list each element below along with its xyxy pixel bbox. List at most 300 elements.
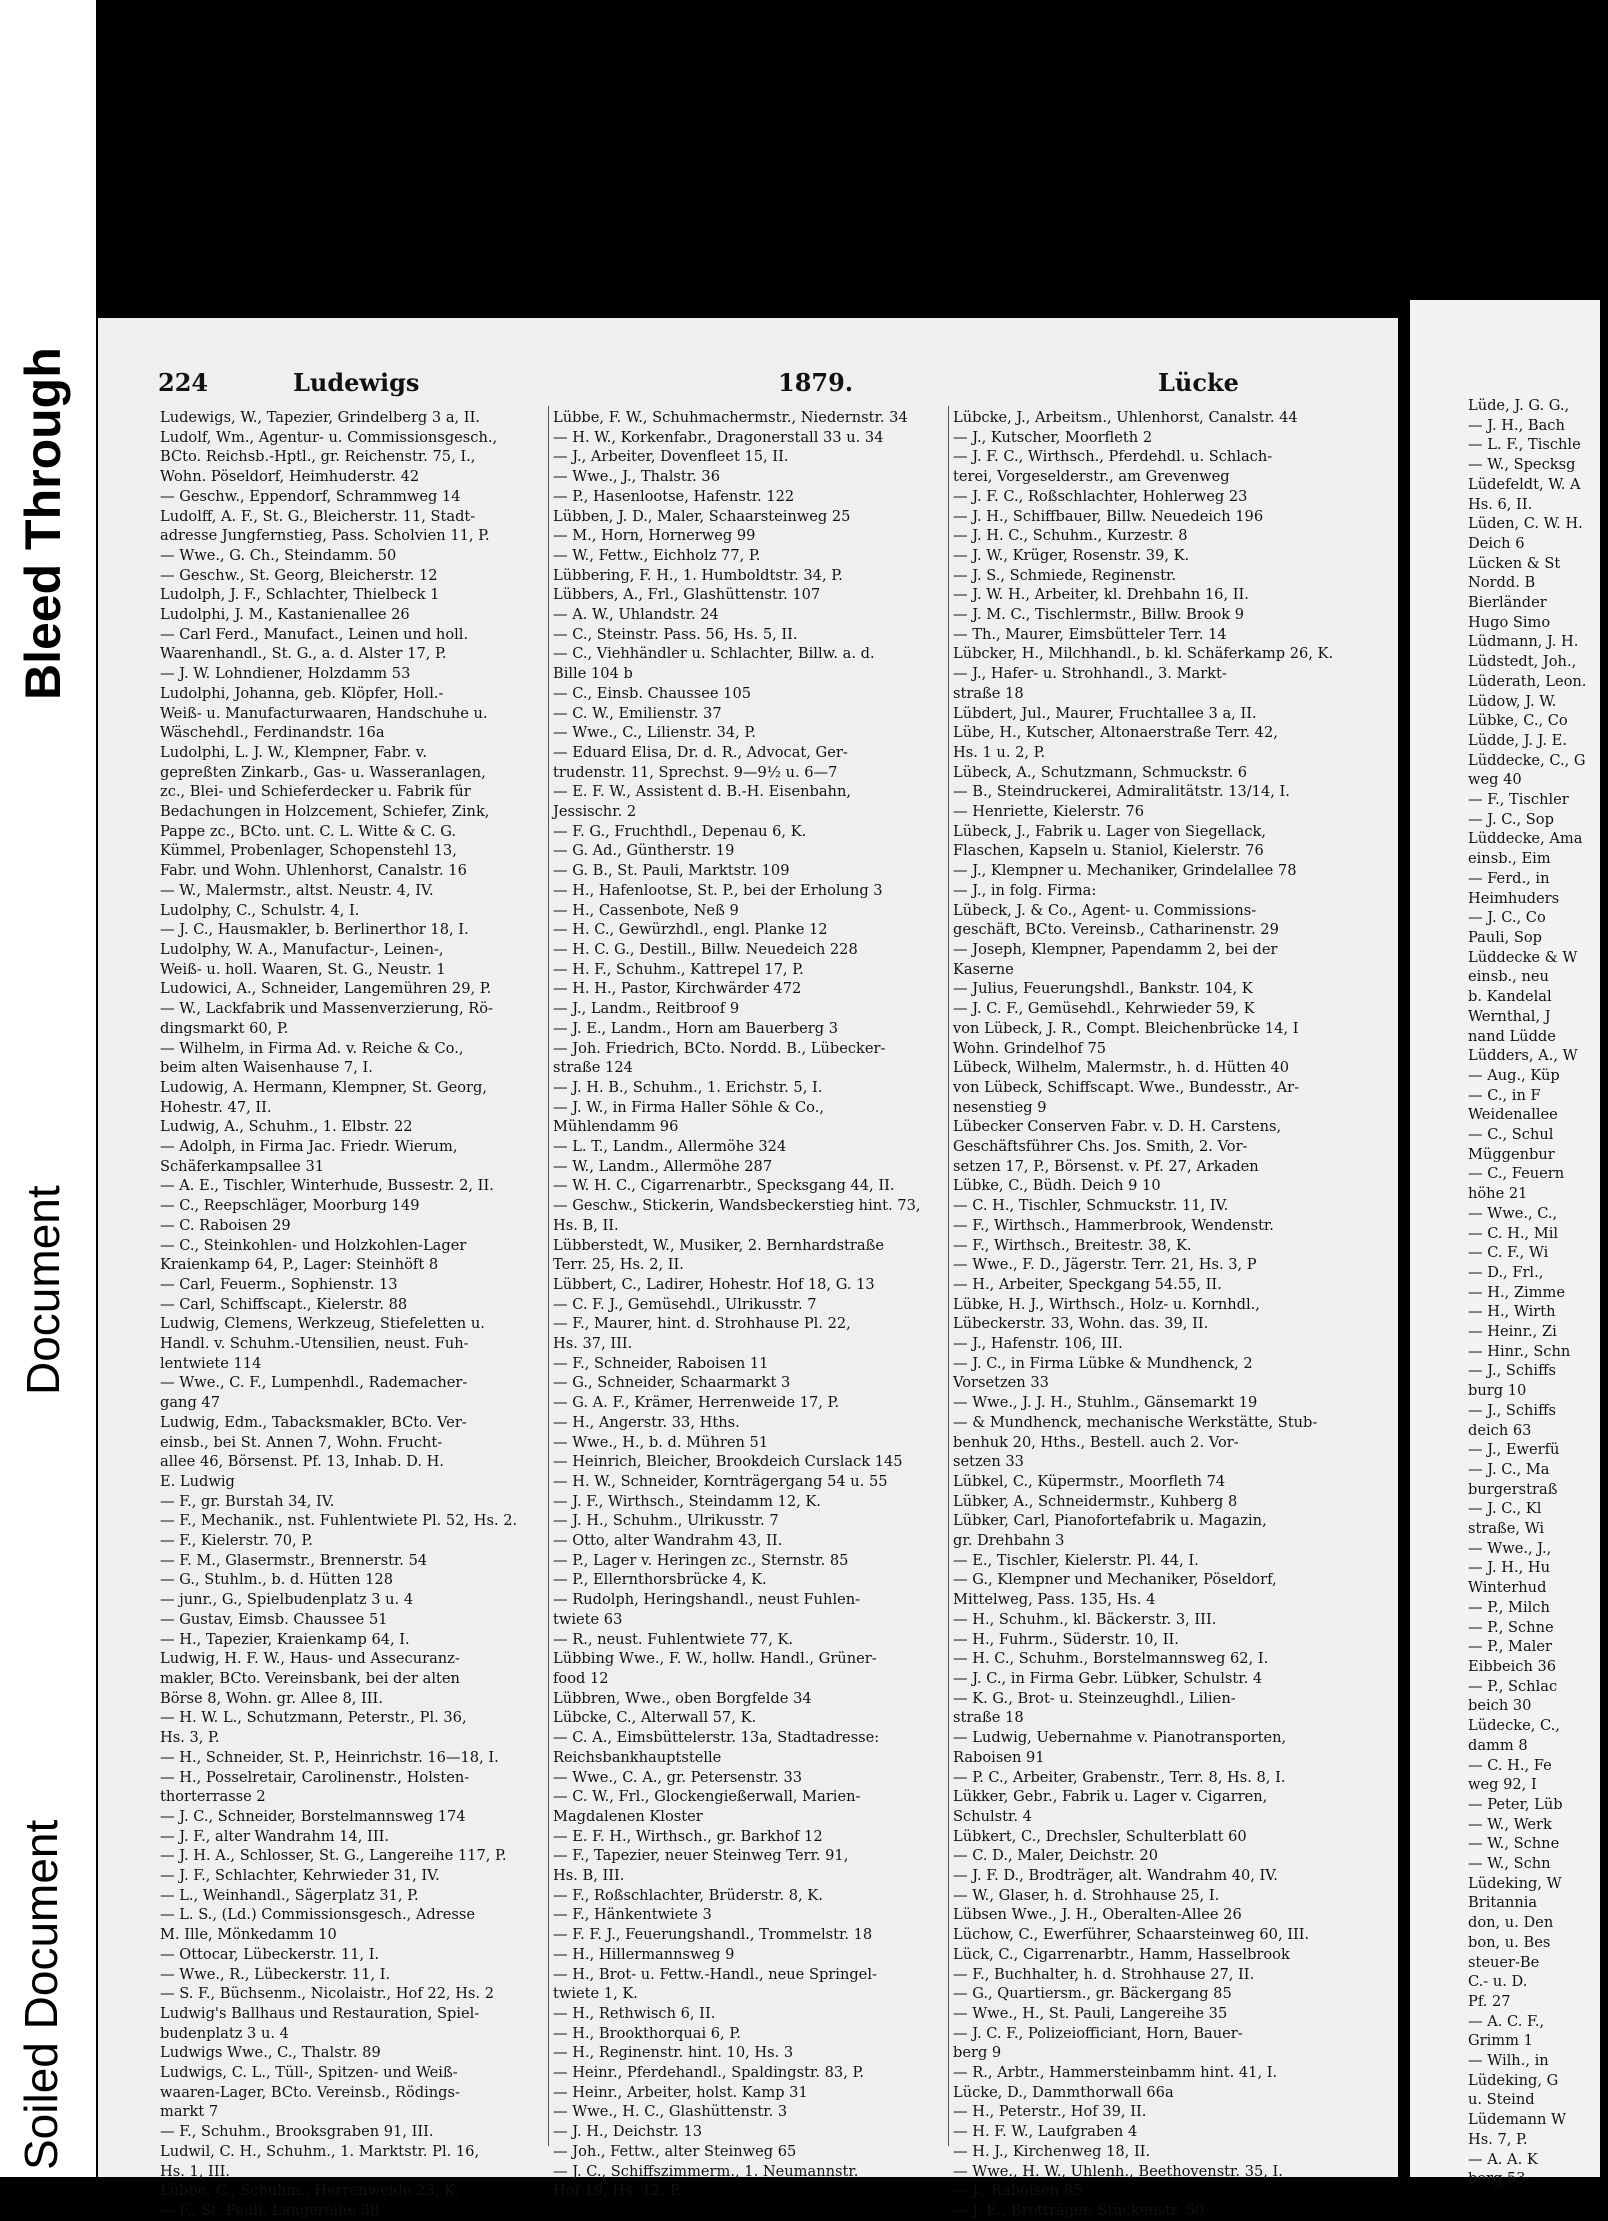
directory-entry-line: — S. F., Büchsenm., Nicolaistr., Hof 22, Hs. 2	[160, 1985, 494, 2003]
directory-entry-line: Wernthal, J	[1468, 1007, 1551, 1025]
directory-entry-line: — D., Frl.,	[1468, 1263, 1544, 1281]
directory-entry-line: — Wwe., R., Lübeckerstr. 11, I.	[160, 1965, 391, 1983]
directory-entry-line: — C. F. J., Gemüsehdl., Ulrikusstr. 7	[553, 1295, 817, 1313]
directory-entry-line: — J. C., Ma	[1468, 1460, 1550, 1478]
directory-entry-line: Lübke, H. J., Wirthsch., Holz- u. Kornhdl.,	[953, 1295, 1260, 1313]
directory-entry-line: — J., Hafer- u. Strohhandl., 3. Markt-	[953, 665, 1227, 683]
directory-entry-line: steuer-Be	[1468, 1953, 1540, 1971]
directory-entry-line: Mittelweg, Pass. 135, Hs. 4	[953, 1591, 1156, 1609]
directory-entry-line: — J., in folg. Firma:	[953, 881, 1097, 899]
directory-entry-line: — H. J., Kirchenweg 18, II.	[953, 2142, 1151, 2160]
directory-entry-line: Ludowig, A. Hermann, Klempner, St. Georg,	[160, 1078, 488, 1096]
directory-entry-line: Ludwig, H. F. W., Haus- und Assecuranz-	[160, 1650, 460, 1668]
directory-entry-line: — H., Zimme	[1468, 1283, 1565, 1301]
directory-entry-line: — Wwe., H., St. Pauli, Langereihe 35	[953, 2004, 1228, 2022]
directory-entry-line: — C. H., Fe	[1468, 1756, 1552, 1774]
directory-entry-line: Jessischr. 2	[553, 803, 637, 821]
directory-entry-line: — J. M. C., Tischlermstr., Billw. Brook 9	[953, 606, 1245, 624]
directory-entry-line: Ludwigs, C. L., Tüll-, Spitzen- und Weiß-	[160, 2064, 458, 2082]
directory-entry-line: deich 63	[1468, 1421, 1532, 1439]
directory-entry-line: Britannia	[1468, 1894, 1538, 1912]
directory-entry-line: — Wwe., G. Ch., Steindamm. 50	[160, 546, 397, 564]
directory-entry-line: markt 7	[160, 2103, 219, 2121]
directory-entry-line: straße 18	[953, 684, 1024, 702]
directory-entry-line: Lübbert, C., Ladirer, Hohestr. Hof 18, G. 13	[553, 1275, 875, 1293]
directory-entry-line: Hohestr. 47, II.	[160, 1098, 272, 1116]
directory-entry-line: Ludolphy, W. A., Manufactur-, Leinen-,	[160, 940, 444, 958]
directory-entry-line: — Wilh., in	[1468, 2052, 1549, 2070]
directory-entry-line: — H., Schneider, St. P., Heinrichstr. 16—18, I.	[160, 1748, 499, 1766]
directory-entry-line: — Ferd., in	[1468, 869, 1550, 887]
directory-entry-line: — J., Schiffs	[1468, 1362, 1556, 1380]
directory-entry-line: — Joh., Fettw., alter Steinweg 65	[553, 2142, 797, 2160]
directory-entry-line: — J., Ewerfü	[1468, 1441, 1560, 1459]
directory-entry-line: — M., Horn, Hornerweg 99	[553, 527, 756, 545]
directory-entry-line: — J. C. F., Gemüsehdl., Kehrwieder 59, K	[953, 1000, 1255, 1018]
directory-entry-line: — F., St. Pauli, Langereihe 38	[160, 2201, 380, 2219]
entries-column-1	[160, 408, 540, 2221]
directory-entry-line: — H., Fuhrm., Süderstr. 10, II.	[953, 1630, 1179, 1648]
directory-entry-line: — Geschw., St. Georg, Bleicherstr. 12	[160, 566, 438, 584]
directory-entry-line: Hs. 37, III.	[553, 1335, 633, 1353]
directory-entry-line: — W., Glaser, h. d. Strohhause 25, I.	[953, 1886, 1220, 1904]
directory-entry-line: — C. W., Frl., Glockengießerwall, Marien-	[553, 1788, 861, 1806]
directory-entry-line: — Rudolph, Heringshandl., neust Fuhlen-	[553, 1591, 861, 1609]
directory-entry-line: — C., Viehhändler u. Schlachter, Billw. a. d.	[553, 645, 875, 663]
directory-entry-line: Hof 19, Hs. 12, P.	[553, 2182, 682, 2200]
directory-entry-line: terei, Vorgeselderstr., am Grevenweg	[953, 468, 1230, 486]
directory-entry-line: Hs. 6, II.	[1468, 495, 1533, 513]
directory-entry-line: — J. H., Bach	[1468, 416, 1565, 434]
directory-entry-line: — C., in F	[1468, 1086, 1541, 1104]
directory-entry-line: — H., Tapezier, Kraienkamp 64, I.	[160, 1630, 410, 1648]
directory-entry-line: von Lübeck, Schiffscapt. Wwe., Bundesstr., Ar-	[953, 1078, 1300, 1096]
directory-entry-line: Lüddecke, Ama	[1468, 830, 1583, 848]
directory-entry-line: Lüdecke, C.,	[1468, 1717, 1560, 1735]
adjacent-page-fragment	[1410, 300, 1600, 2188]
directory-entry-line: — Wwe., J., Thalstr. 36	[553, 468, 720, 486]
directory-entry-line: Wohn. Pöseldorf, Heimhuderstr. 42	[160, 468, 420, 486]
directory-entry-line: — C. D., Maler, Deichstr. 20	[953, 1847, 1159, 1865]
directory-entry-line: — J., Klempner u. Mechaniker, Grindelallee 78	[953, 862, 1297, 880]
directory-entry-line: Lüdmann, J. H.	[1468, 633, 1579, 651]
directory-entry-line: — H., Reginenstr. hint. 10, Hs. 3	[553, 2044, 794, 2062]
right-running-title: Lücke	[1158, 368, 1239, 397]
directory-entry-line: beim alten Waisenhause 7, I.	[160, 1059, 373, 1077]
directory-entry-line: Wäschehdl., Ferdinandstr. 16a	[160, 724, 385, 742]
directory-entry-line: Lüdeking, G	[1468, 2071, 1559, 2089]
directory-entry-line: — J., Schiffs	[1468, 1401, 1556, 1419]
directory-entry-line: — G., Schneider, Schaarmarkt 3	[553, 1374, 791, 1392]
directory-entry-line: — H., Brot- u. Fettw.-Handl., neue Springel-	[553, 1965, 877, 1983]
directory-entry-line: — J. S., Schmiede, Reginenstr.	[953, 566, 1177, 584]
directory-entry-line: Lübcke, C., Alterwall 57, K.	[553, 1709, 757, 1727]
directory-entry-line: — J. W., Krüger, Rosenstr. 39, K.	[953, 546, 1190, 564]
directory-entry-line: — H., Cassenbote, Neß 9	[553, 901, 739, 919]
directory-entry-line: Deich 6	[1468, 534, 1525, 552]
directory-entry-line: — J. H., Schuhm., Ulrikusstr. 7	[553, 1512, 779, 1530]
directory-entry-line: — Wwe., C., Lilienstr. 34, P.	[553, 724, 756, 742]
directory-entry-line: Bille 104 b	[553, 665, 633, 683]
directory-entry-line: Lübcke, J., Arbeitsm., Uhlenhorst, Canalstr. 44	[953, 409, 1298, 426]
directory-entry-line: Wohn. Grindelhof 75	[953, 1039, 1107, 1057]
directory-entry-line: — C. H., Mil	[1468, 1224, 1559, 1242]
directory-entry-line: — F., Schneider, Raboisen 11	[553, 1354, 769, 1372]
directory-entry-line: — F. M., Glasermstr., Brennerstr. 54	[160, 1551, 428, 1569]
directory-entry-line: Lübke, C., Co	[1468, 712, 1568, 730]
column-divider	[948, 406, 949, 2146]
directory-entry-line: Ludwig, Clemens, Werkzeug, Stiefeletten u.	[160, 1315, 485, 1333]
sidebar-panel	[0, 0, 96, 2177]
directory-entry-line: Ludolf, Wm., Agentur- u. Commissionsgesch.,	[160, 428, 498, 446]
document-label: Document	[17, 1185, 69, 1395]
directory-entry-line: don, u. Den	[1468, 1914, 1554, 1932]
directory-entry-line: — Wwe., H. W., Uhlenh., Beethovenstr. 35, I.	[953, 2162, 1283, 2180]
directory-entry-line: — L. F., Tischle	[1468, 436, 1581, 454]
directory-entry-line: — E. F. H., Wirthsch., gr. Barkhof 12	[553, 1827, 823, 1845]
directory-entry-line: — H. C. G., Destill., Billw. Neuedeich 228	[553, 940, 858, 958]
directory-entry-line: — F., Mechanik., nst. Fuhlentwiete Pl. 52, Hs. 2.	[160, 1512, 518, 1530]
directory-entry-line: — C. H., Tischler, Schmuckstr. 11, IV.	[953, 1197, 1229, 1215]
directory-entry-line: Lüdstedt, Joh.,	[1468, 653, 1577, 671]
directory-entry-line: weg 92, I	[1468, 1776, 1537, 1794]
directory-entry-line: — J., Landm., Reitbroof 9	[553, 1000, 740, 1018]
directory-entry-line: Lübsen Wwe., J. H., Oberalten-Allee 26	[953, 1906, 1242, 1924]
left-running-title: Ludewigs	[293, 368, 420, 397]
directory-entry-line: — H., Schuhm., kl. Bäckerstr. 3, III.	[953, 1610, 1217, 1628]
directory-entry-line: — Peter, Lüb	[1468, 1795, 1563, 1813]
directory-entry-line: — P., Schne	[1468, 1618, 1554, 1636]
directory-entry-line: — C. F., Wi	[1468, 1244, 1549, 1262]
directory-entry-line: — H., Rethwisch 6, II.	[553, 2004, 716, 2022]
directory-entry-line: berg 53,	[1468, 2170, 1531, 2188]
directory-entry-line: — A. C. F.,	[1468, 2012, 1545, 2030]
directory-entry-line: Ludolphi, J. M., Kastanienallee 26	[160, 606, 410, 624]
directory-entry-line: b. Kandelal	[1468, 988, 1552, 1006]
directory-entry-line: gepreßten Zinkarb., Gas- u. Wasseranlagen,	[160, 763, 486, 781]
directory-entry-line: twiete 63	[553, 1610, 623, 1628]
directory-entry-line: — Wwe., H., b. d. Mühren 51	[553, 1433, 769, 1451]
directory-entry-line: — F., Wirthsch., Breitestr. 38, K.	[953, 1236, 1192, 1254]
directory-entry-line: — J. W., in Firma Haller Söhle & Co.,	[553, 1098, 824, 1116]
directory-entry-line: BCto. Reichsb.-Hptl., gr. Reichenstr. 75, I.,	[160, 448, 476, 466]
directory-entry-line: — A. W., Uhlandstr. 24	[553, 606, 719, 624]
directory-entry-line: Lübkert, C., Drechsler, Schulterblatt 60	[953, 1827, 1247, 1845]
directory-entry-line: Flaschen, Kapseln u. Staniol, Kielerstr. 76	[953, 842, 1264, 860]
directory-entry-line: — H., Hillermannsweg 9	[553, 1945, 735, 1963]
directory-entry-line: — L., Weinhandl., Sägerplatz 31, P.	[160, 1886, 419, 1904]
directory-entry-line: — F., Kielerstr. 70, P.	[160, 1532, 313, 1550]
directory-entry-line: food 12	[553, 1670, 609, 1687]
directory-entry-line: — A. E., Tischler, Winterhude, Bussestr. 2, II.	[160, 1177, 494, 1195]
directory-entry-line: Handl. v. Schuhm.-Utensilien, neust. Fuh-	[160, 1335, 469, 1353]
directory-entry-line: u. Steind	[1468, 2091, 1535, 2109]
directory-entry-line: — Carl Ferd., Manufact., Leinen und holl.	[160, 625, 469, 643]
directory-entry-line: Lübecker Conserven Fabr. v. D. H. Carstens,	[953, 1118, 1282, 1136]
directory-entry-line: — Hinr., Schn	[1468, 1342, 1571, 1360]
directory-entry-line: Ludwig, A., Schuhm., 1. Elbstr. 22	[160, 1118, 413, 1136]
directory-entry-line: — H. F. W., Laufgraben 4	[953, 2123, 1138, 2141]
directory-entry-line: — Ludwig, Uebernahme v. Pianotransporten,	[953, 1729, 1287, 1747]
directory-entry-line: Mühlendamm 96	[553, 1118, 679, 1136]
directory-entry-line: burgerstraß	[1468, 1480, 1558, 1498]
directory-entry-line: — J. E., Brotträger, Stückenstr. 50	[953, 2201, 1205, 2219]
directory-entry-line: — F., Tapezier, neuer Steinweg Terr. 91,	[553, 1847, 849, 1865]
directory-entry-line: — H., Posselretair, Carolinenstr., Holsten-	[160, 1768, 470, 1786]
directory-entry-line: — Geschw., Eppendorf, Schrammweg 14	[160, 487, 461, 505]
directory-entry-line: — J. F. D., Brodträger, alt. Wandrahm 40, IV.	[953, 1867, 1278, 1885]
directory-entry-line: — K. G., Brot- u. Steinzeughdl., Lilien-	[953, 1689, 1236, 1707]
directory-entry-line: Hs. 7, P.	[1468, 2130, 1528, 2148]
directory-entry-line: — J. F., Schlachter, Kehrwieder 31, IV.	[160, 1867, 440, 1885]
directory-entry-line: — R., Arbtr., Hammersteinbamm hint. 41, I.	[953, 2064, 1278, 2082]
directory-entry-line: — J. C. F., Polizeiofficiant, Horn, Bauer-	[953, 2024, 1243, 2042]
directory-entry-line: Kümmel, Probenlager, Schopenstehl 13,	[160, 842, 457, 860]
directory-entry-line: trudenstr. 11, Sprechst. 9—9½ u. 6—7	[553, 763, 838, 781]
directory-entry-line: — F. G., Fruchthdl., Depenau 6, K.	[553, 822, 807, 840]
directory-entry-line: — H., Wirth	[1468, 1303, 1556, 1321]
directory-entry-line: Lücken & St	[1468, 554, 1561, 572]
directory-entry-line: Lüdde, J. J. E.	[1468, 731, 1567, 749]
directory-entry-line: — W., Werk	[1468, 1815, 1552, 1833]
directory-entry-line: Pauli, Sop	[1468, 928, 1543, 946]
directory-entry-line: damm 8	[1468, 1736, 1528, 1754]
directory-entry-line: Lüchow, C., Ewerführer, Schaarsteinweg 60, III.	[953, 1926, 1310, 1944]
column-divider	[548, 406, 549, 2146]
directory-entry-line: Hs. 3, P.	[160, 1729, 220, 1747]
directory-entry-line: Lübbe, C., Schuhm., Herrenweide 23, K.	[160, 2182, 460, 2200]
directory-page	[98, 318, 1398, 2219]
directory-entry-line: — G., Quartiersm., gr. Bäckergang 85	[953, 1985, 1232, 2003]
directory-entry-line: Waarenhandl., St. G., a. d. Alster 17, P.	[160, 645, 447, 663]
directory-entry-line: — Wwe., F. D., Jägerstr. Terr. 21, Hs. 3, P	[953, 1256, 1257, 1274]
directory-entry-line: Ludolph, J. F., Schlachter, Thielbeck 1	[160, 586, 440, 604]
directory-entry-line: — E., Tischler, Kielerstr. Pl. 44, I.	[953, 1551, 1199, 1569]
directory-entry-line: — J. H. B., Schuhm., 1. Erichstr. 5, I.	[553, 1078, 823, 1096]
directory-entry-line: Raboisen 91	[953, 1748, 1045, 1766]
directory-entry-line: Ludwig's Ballhaus und Restauration, Spiel-	[160, 2004, 480, 2022]
directory-entry-line: — W., Lackfabrik und Massenverzierung, Rö-	[160, 1000, 493, 1018]
directory-entry-line: Lüdow, J. W.	[1468, 692, 1557, 710]
directory-entry-line: — J. C., Schneider, Borstelmannsweg 174	[160, 1807, 466, 1825]
directory-entry-line: — Th., Maurer, Eimsbütteler Terr. 14	[953, 625, 1227, 643]
directory-entry-line: Ludwil, C. H., Schuhm., 1. Marktstr. Pl. 16,	[160, 2142, 480, 2160]
directory-entry-line: Lüdeking, W	[1468, 1874, 1562, 1892]
directory-entry-line: Geschäftsführer Chs. Jos. Smith, 2. Vor-	[953, 1138, 1248, 1156]
directory-entry-line: allee 46, Börsenst. Pf. 13, Inhab. D. H.	[160, 1453, 444, 1471]
directory-entry-line: Magdalenen Kloster	[553, 1807, 703, 1825]
directory-entry-line: — G., Stuhlm., b. d. Hütten 128	[160, 1571, 393, 1589]
directory-entry-line: Lübbing Wwe., F. W., hollw. Handl., Grüner-	[553, 1650, 877, 1668]
directory-entry-line: Kaserne	[953, 960, 1014, 978]
directory-entry-line: — W. H. C., Cigarrenarbtr., Specksgang 44, II.	[553, 1177, 895, 1195]
directory-entry-line: — J. H., Hu	[1468, 1559, 1550, 1577]
directory-entry-line: — Wilhelm, in Firma Ad. v. Reiche & Co.,	[160, 1039, 464, 1057]
directory-entry-line: — G. A. F., Krämer, Herrenweide 17, P.	[553, 1394, 840, 1412]
directory-entry-line: Ludolff, A. F., St. G., Bleicherstr. 11, Stadt-	[160, 507, 476, 525]
directory-entry-line: — Carl, Schiffscapt., Kielerstr. 88	[160, 1295, 408, 1313]
directory-entry-line: Lüden, C. W. H.	[1468, 515, 1583, 533]
directory-entry-line: — F., gr. Burstah 34, IV.	[160, 1492, 335, 1510]
directory-entry-line: Lüdders, A., W	[1468, 1047, 1578, 1065]
directory-entry-line: — A. A. K	[1468, 2150, 1538, 2168]
directory-entry-line: Hugo Simo	[1468, 613, 1551, 631]
directory-entry-line: — H. W. L., Schutzmann, Peterstr., Pl. 36,	[160, 1709, 467, 1727]
directory-entry-line: — Julius, Feuerungshdl., Bankstr. 104, K	[953, 980, 1253, 998]
directory-entry-line: twiete 1, K.	[553, 1985, 638, 2003]
directory-entry-line: Grimm 1	[1468, 2032, 1533, 2050]
directory-entry-line: Lübeck, Wilhelm, Malermstr., h. d. Hütten 40	[953, 1059, 1290, 1077]
directory-entry-line: — P., Lager v. Heringen zc., Sternstr. 85	[553, 1551, 849, 1569]
directory-entry-line: Lübeck, J. & Co., Agent- u. Commissions-	[953, 901, 1257, 919]
directory-entry-line: Heimhuders	[1468, 889, 1560, 907]
bleed-through-label: Bleed Through	[15, 347, 71, 700]
directory-entry-line: Kraienkamp 64, P., Lager: Steinhöft 8	[160, 1256, 439, 1274]
directory-entry-line: — Henriette, Kielerstr. 76	[953, 803, 1144, 821]
directory-entry-line: thorterrasse 2	[160, 1788, 266, 1806]
directory-entry-line: Ludolphi, L. J. W., Klempner, Fabr. v.	[160, 743, 427, 761]
directory-entry-line: — J. C., Kl	[1468, 1500, 1542, 1518]
directory-entry-line: Lübeck, J., Fabrik u. Lager von Siegellack,	[953, 822, 1267, 840]
directory-entry-line: — C., Einsb. Chaussee 105	[553, 684, 752, 702]
directory-entry-line: Lück, C., Cigarrenarbtr., Hamm, Hasselbrook	[953, 1945, 1290, 1963]
directory-entry-line: — Heinr., Pferdehandl., Spaldingstr. 83, P.	[553, 2064, 864, 2082]
directory-entry-line: — J. W. H., Arbeiter, kl. Drehbahn 16, II.	[953, 586, 1249, 604]
directory-entry-line: zc., Blei- und Schieferdecker u. Fabrik für	[160, 783, 471, 801]
directory-entry-line: — J. C., in Firma Gebr. Lübker, Schulstr. 4	[953, 1670, 1263, 1687]
directory-entry-line: — J. C., Schiffszimmerm., 1. Neumannstr.	[553, 2162, 859, 2180]
directory-entry-line: nesenstieg 9	[953, 1098, 1047, 1116]
directory-entry-line: — P., Maler	[1468, 1638, 1552, 1656]
directory-entry-line: — F., Wirthsch., Hammerbrook, Wendenstr.	[953, 1216, 1274, 1234]
directory-entry-line: — Geschw., Stickerin, Wandsbeckerstieg hint. 73,	[553, 1197, 921, 1215]
directory-entry-line: — H., Angerstr. 33, Hths.	[553, 1413, 740, 1431]
soiled-document-label: Soiled Document	[15, 1819, 67, 2170]
directory-entry-line: Lübeck, A., Schutzmann, Schmuckstr. 6	[953, 763, 1248, 781]
directory-entry-line: — Wwe., H. C., Glashüttenstr. 3	[553, 2103, 788, 2121]
directory-entry-line: — W., Schn	[1468, 1855, 1551, 1873]
directory-entry-line: — P., Schlac	[1468, 1677, 1558, 1695]
directory-entry-line: — J. C., Hausmakler, b. Berlinerthor 18, I.	[160, 921, 469, 939]
directory-entry-line: — W., Fettw., Eichholz 77, P.	[553, 546, 761, 564]
directory-entry-line: — W., Specksg	[1468, 456, 1576, 474]
directory-entry-line: Lübbers, A., Frl., Glashüttenstr. 107	[553, 586, 821, 604]
directory-entry-line: — H. C., Gewürzhdl., engl. Planke 12	[553, 921, 828, 939]
directory-entry-line: berg 9	[953, 2044, 1002, 2062]
directory-entry-line: Schulstr. 4	[953, 1807, 1032, 1825]
directory-entry-line: — P., Milch	[1468, 1598, 1550, 1616]
directory-entry-line: Ludowici, A., Schneider, Langemühren 29, P.	[160, 980, 492, 998]
directory-entry-line: — J., Raboisen 85	[953, 2182, 1083, 2200]
directory-entry-line: — H. C., Schuhm., Borstelmannsweg 62, I.	[953, 1650, 1269, 1668]
directory-entry-line: einsb., Eim	[1468, 850, 1551, 868]
directory-entry-line: Ludolphi, Johanna, geb. Klöpfer, Holl.-	[160, 684, 444, 702]
directory-entry-line: Ludwig, Edm., Tabacksmakler, BCto. Ver-	[160, 1413, 467, 1431]
directory-entry-line: Weiß- u. Manufacturwaaren, Handschuhe u.	[160, 704, 488, 722]
directory-entry-line: C.- u. D.	[1468, 1973, 1528, 1991]
directory-entry-line: — H. H., Pastor, Kirchwärder 472	[553, 980, 802, 998]
directory-entry-line: Lübdert, Jul., Maurer, Fruchtallee 3 a, II.	[953, 704, 1257, 722]
directory-entry-line: Bedachungen in Holzcement, Schiefer, Zink,	[160, 803, 490, 821]
directory-entry-line: straße, Wi	[1468, 1520, 1545, 1538]
directory-entry-line: — Joh. Friedrich, BCto. Nordd. B., Lübecker-	[553, 1039, 886, 1057]
directory-entry-line: Terr. 25, Hs. 2, II.	[553, 1256, 684, 1274]
directory-entry-line: — Wwe., J.,	[1468, 1539, 1552, 1557]
directory-entry-line: einsb., bei St. Annen 7, Wohn. Frucht-	[160, 1433, 443, 1451]
directory-entry-line: — C., Schul	[1468, 1126, 1554, 1144]
directory-entry-line: höhe 21	[1468, 1185, 1528, 1203]
directory-entry-line: Lübke, C., Büdh. Deich 9 10	[953, 1177, 1161, 1195]
directory-entry-line: — H., Brookthorquai 6, P.	[553, 2024, 741, 2042]
directory-entry-line: lentwiete 114	[160, 1354, 262, 1372]
directory-entry-line: — Wwe., C. A., gr. Petersenstr. 33	[553, 1768, 803, 1786]
directory-entry-line: Lüdefeldt, W. A	[1468, 475, 1581, 493]
directory-entry-line: — Wwe., C. F., Lumpenhdl., Rademacher-	[160, 1374, 468, 1392]
directory-entry-line: Börse 8, Wohn. gr. Allee 8, III.	[160, 1689, 383, 1707]
directory-entry-line: Ludewigs, W., Tapezier, Grindelberg 3 a, II.	[160, 409, 480, 426]
directory-entry-line: — J. H., Schiffbauer, Billw. Neuedeich 196	[953, 507, 1264, 525]
directory-entry-line: makler, BCto. Vereinsbank, bei der alten	[160, 1670, 460, 1687]
directory-entry-line: Bierländer	[1468, 594, 1547, 612]
directory-entry-line: — Adolph, in Firma Jac. Friedr. Wierum,	[160, 1138, 458, 1156]
directory-entry-line: — C. A., Eimsbüttelerstr. 13a, Stadtadresse:	[553, 1729, 880, 1747]
directory-entry-line: Reichsbankhauptstelle	[553, 1748, 722, 1766]
directory-entry-line: nand Lüdde	[1468, 1027, 1556, 1045]
directory-entry-line: — Heinr., Zi	[1468, 1323, 1557, 1341]
directory-entry-line: bon, u. Bes	[1468, 1933, 1551, 1951]
directory-entry-line: — J. H. C., Schuhm., Kurzestr. 8	[953, 527, 1188, 545]
directory-entry-line: Lübker, A., Schneidermstr., Kuhberg 8	[953, 1492, 1238, 1510]
directory-entry-line: einsb., neu	[1468, 968, 1549, 986]
directory-entry-line: Vorsetzen 33	[953, 1374, 1049, 1392]
directory-entry-line: — junr., G., Spielbudenplatz 3 u. 4	[160, 1591, 414, 1609]
directory-entry-line: Lücke, D., Dammthorwall 66a	[953, 2083, 1174, 2101]
directory-entry-line: Weiß- u. holl. Waaren, St. G., Neustr. 1	[160, 960, 446, 978]
directory-entry-line: — G., Klempner und Mechaniker, Pöseldorf,	[953, 1571, 1277, 1589]
directory-entry-line: — Carl, Feuerm., Sophienstr. 13	[160, 1275, 398, 1293]
directory-entry-line: — F. F. J., Feuerungshandl., Trommelstr. 18	[553, 1926, 873, 1944]
directory-entry-line: — F., Schuhm., Brooksgraben 91, III.	[160, 2123, 434, 2141]
directory-entry-line: — Gustav, Eimsb. Chaussee 51	[160, 1610, 388, 1628]
directory-entry-line: — H. W., Korkenfabr., Dragonerstall 33 u. 34	[553, 428, 884, 446]
directory-entry-line: — P. C., Arbeiter, Grabenstr., Terr. 8, Hs. 8, I.	[953, 1768, 1286, 1786]
directory-entry-line: — J. C., Co	[1468, 909, 1546, 927]
directory-entry-line: Müggenbur	[1468, 1145, 1555, 1163]
directory-entry-line: Pappe zc., BCto. unt. C. L. Witte & C. G.	[160, 822, 457, 840]
directory-entry-line: straße 18	[953, 1709, 1024, 1727]
directory-entry-line: Pf. 27	[1468, 1992, 1511, 2010]
entries-column-3	[953, 408, 1378, 2221]
directory-entry-line: Lübberstedt, W., Musiker, 2. Bernhardstraße	[553, 1236, 884, 1254]
directory-entry-line: Schäferkampsallee 31	[160, 1157, 325, 1175]
directory-entry-line: — J., Hafenstr. 106, III.	[953, 1335, 1123, 1353]
directory-entry-line: — Heinrich, Bleicher, Brookdeich Curslack 145	[553, 1453, 903, 1471]
directory-entry-line: Lübcker, H., Milchhandl., b. kl. Schäferkamp 26, K.	[953, 645, 1334, 663]
directory-entry-line: Nordd. B	[1468, 574, 1536, 592]
directory-entry-line: — J. F. C., Wirthsch., Pferdehdl. u. Schlach-	[953, 448, 1273, 466]
directory-entry-line: — J. H., Deichstr. 13	[553, 2123, 703, 2141]
directory-entry-line: gr. Drehbahn 3	[953, 1532, 1065, 1550]
directory-entry-line: Ludwigs Wwe., C., Thalstr. 89	[160, 2044, 381, 2062]
page-number: 224	[158, 368, 209, 397]
entries-column-2	[553, 408, 943, 2201]
directory-entry-line: burg 10	[1468, 1382, 1527, 1400]
directory-entry-line: — L. T., Landm., Allermöhe 324	[553, 1138, 787, 1156]
directory-entry-line: adresse Jungfernstieg, Pass. Scholvien 11, P.	[160, 527, 490, 545]
fragment-column	[1468, 396, 1608, 2189]
directory-entry-line: Eibbeich 36	[1468, 1658, 1557, 1675]
directory-entry-line: — L. S., (Ld.) Commissionsgesch., Adresse	[160, 1906, 475, 1924]
